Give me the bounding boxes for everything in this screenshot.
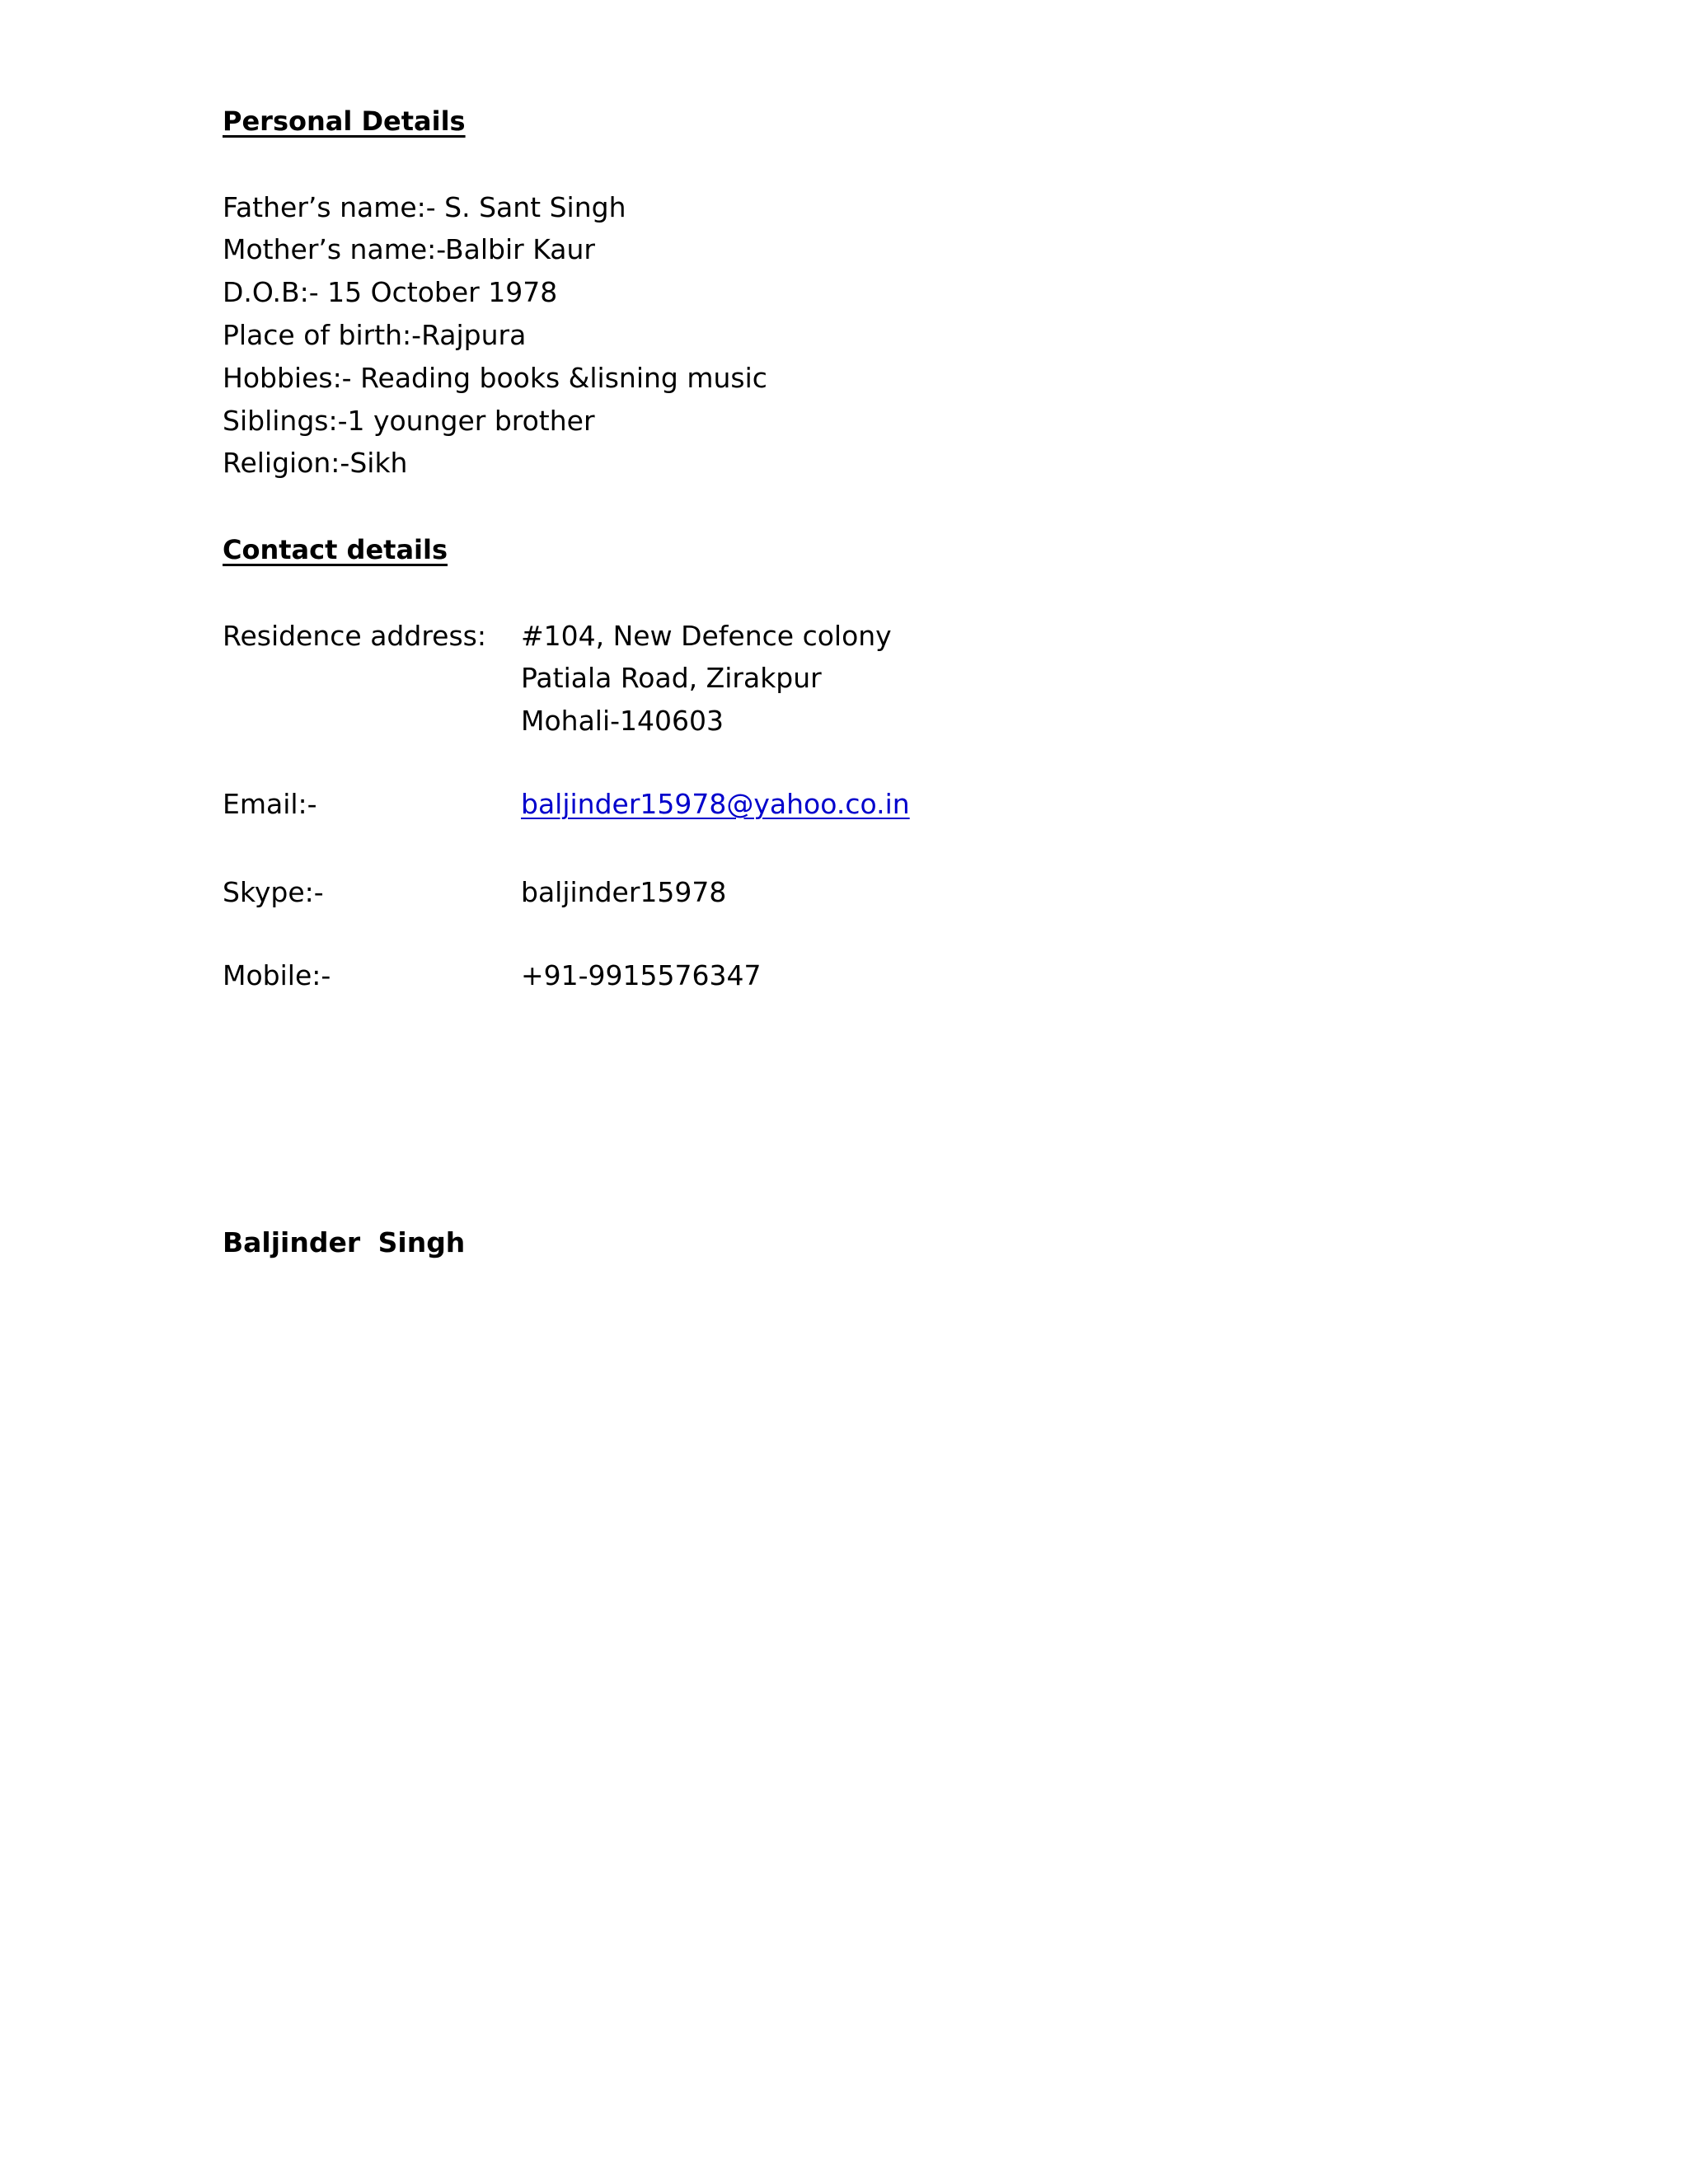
address-line-3: Mohali-140603 [521,705,724,737]
date-of-birth: D.O.B:- 15 October 1978 [223,276,558,308]
email-label: Email:- [223,788,317,820]
religion: Religion:-Sikh [223,447,408,479]
residence-address-label: Residence address: [223,620,486,652]
address-line-2: Patiala Road, Zirakpur [521,662,822,694]
siblings: Siblings:-1 younger brother [223,405,595,437]
skype-value: baljinder15978 [521,876,727,908]
contact-details-heading: Contact details [223,534,448,565]
place-of-birth: Place of birth:-Rajpura [223,319,527,351]
personal-details-heading: Personal Details [223,105,466,137]
signature-name: Baljinder Singh [223,1226,466,1258]
hobbies: Hobbies:- Reading books &lisning music [223,362,767,394]
mobile-label: Mobile:- [223,959,331,991]
fathers-name: Father’s name:- S. Sant Singh [223,191,626,223]
email-link[interactable]: baljinder15978@yahoo.co.in [521,788,910,820]
mothers-name: Mother’s name:-Balbir Kaur [223,233,595,265]
address-line-1: #104, New Defence colony [521,620,892,652]
skype-label: Skype:- [223,876,324,908]
mobile-value: +91-9915576347 [521,959,762,991]
